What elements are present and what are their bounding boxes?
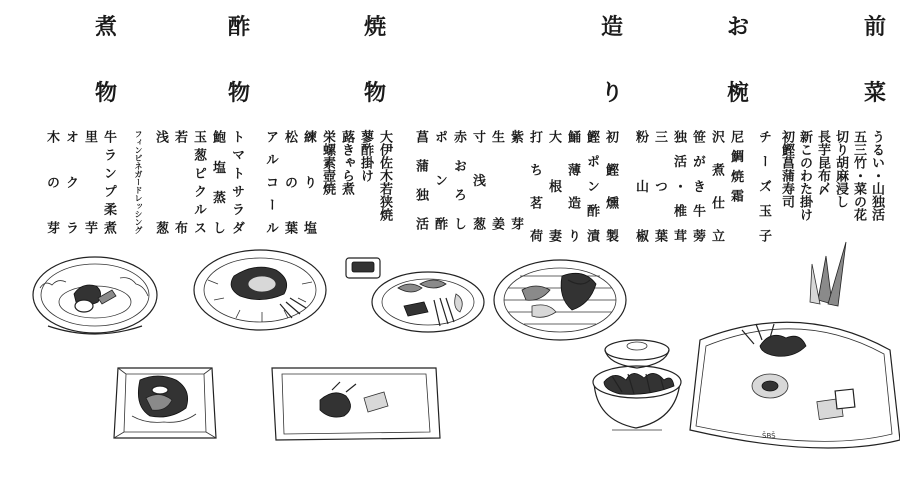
tsukuri-item: ポン酢 — [432, 130, 447, 230]
yakimono-item: 蕗きゃら煮 — [339, 130, 354, 195]
sunomono-bowl-drawing — [114, 368, 216, 438]
zensai-plate-drawing — [690, 242, 900, 448]
yakimono-rect-plate-drawing — [272, 368, 440, 440]
heading-yakimono-top: 焼 — [364, 14, 387, 40]
zensai-item: 長芋昆布〆 — [815, 130, 830, 195]
zensai-item: 五三竹・菜の花 — [851, 130, 866, 221]
tsukuri-dish-drawing — [372, 272, 484, 332]
owan-item: 三つ葉 — [652, 130, 667, 242]
sunomono-item: 鮑塩蒸し — [210, 130, 225, 234]
yakimono-item: 蓼酢掛け — [358, 130, 373, 182]
owan-item: 笹がき牛蒡 — [690, 130, 705, 242]
zensai-item: 新このわた掛け — [797, 130, 812, 221]
yakimono-item: アルコール — [263, 130, 278, 234]
tsukuri-item: 紫芽 — [508, 130, 523, 230]
owan-item: 粉山椒 — [633, 130, 648, 242]
heading-sunomono-bottom: 物 — [228, 80, 251, 106]
tsukuri-item: 打ち茗荷 — [527, 130, 542, 242]
tsukuri-item: 生姜 — [489, 130, 504, 230]
sunomono-item: トマトサラダ — [229, 130, 244, 234]
sunomono-item: フィンビネガードレッシング — [134, 130, 144, 234]
sunomono-item: 浅葱 — [153, 130, 168, 234]
nimono-item: 牛ランプ柔煮 — [101, 130, 116, 234]
tsukuri-item: 菖蒲独活 — [413, 130, 428, 230]
heading-nimono-bottom: 物 — [95, 80, 118, 106]
heading-nimono-top: 煮 — [95, 14, 118, 40]
heading-tsukuri-bottom: り — [601, 80, 624, 106]
heading-yakimono-bottom: 物 — [364, 80, 387, 106]
owan-bowl-drawing — [593, 340, 681, 430]
heading-owan-top: お — [727, 14, 750, 40]
yakimono-item: 練り塩 — [301, 130, 316, 234]
tsukuri-item: 寸浅葱 — [470, 130, 485, 230]
zensai-item: チーズ玉子 — [756, 130, 771, 242]
dish-illustrations — [0, 240, 900, 480]
tsukuri-item: 大根妻 — [546, 130, 561, 242]
heading-zensai-top: 前 — [864, 14, 887, 40]
tsukuri-platter-drawing — [494, 260, 626, 340]
yakimono-item: 大伊佐木若狭焼 — [377, 130, 392, 221]
zensai-item: うるい・山独活 — [869, 130, 884, 221]
nimono-item: 里芋 — [82, 130, 97, 234]
owan-item: 沢煮仕立 — [709, 130, 724, 242]
heading-sunomono-top: 酢 — [228, 14, 251, 40]
zensai-item: 切り胡麻浸し — [833, 130, 848, 208]
tsukuri-item: 初鰹燻製 — [603, 130, 618, 242]
tsukuri-item: 鯒薄造り — [565, 130, 580, 242]
sunomono-item: 若布 — [172, 130, 187, 234]
sunomono-item: 玉葱ピクルス — [191, 130, 206, 234]
zensai-item: 初鰹菖蒲寿司 — [779, 130, 794, 208]
owan-item: 尼鯛焼霜 — [728, 130, 743, 202]
yakimono-plate-drawing — [194, 250, 380, 330]
heading-tsukuri-top: 造 — [601, 14, 624, 40]
heading-owan-bottom: 椀 — [727, 80, 750, 106]
heading-zensai-bottom: 菜 — [864, 80, 887, 106]
yakimono-item: 栄螺素壺焼 — [320, 130, 335, 195]
nimono-bowl-drawing — [33, 257, 157, 334]
nimono-item: オクラ — [63, 130, 78, 234]
owan-item: 独活・椎茸 — [671, 130, 686, 242]
nimono-item: 木の芽 — [44, 130, 59, 234]
yakimono-item: 松の葉 — [282, 130, 297, 234]
tsukuri-item: 赤おろし — [451, 130, 466, 230]
plate-mark: ŠBŠ — [762, 432, 776, 440]
tsukuri-item: 鰹ポン酢漬 — [584, 130, 599, 242]
